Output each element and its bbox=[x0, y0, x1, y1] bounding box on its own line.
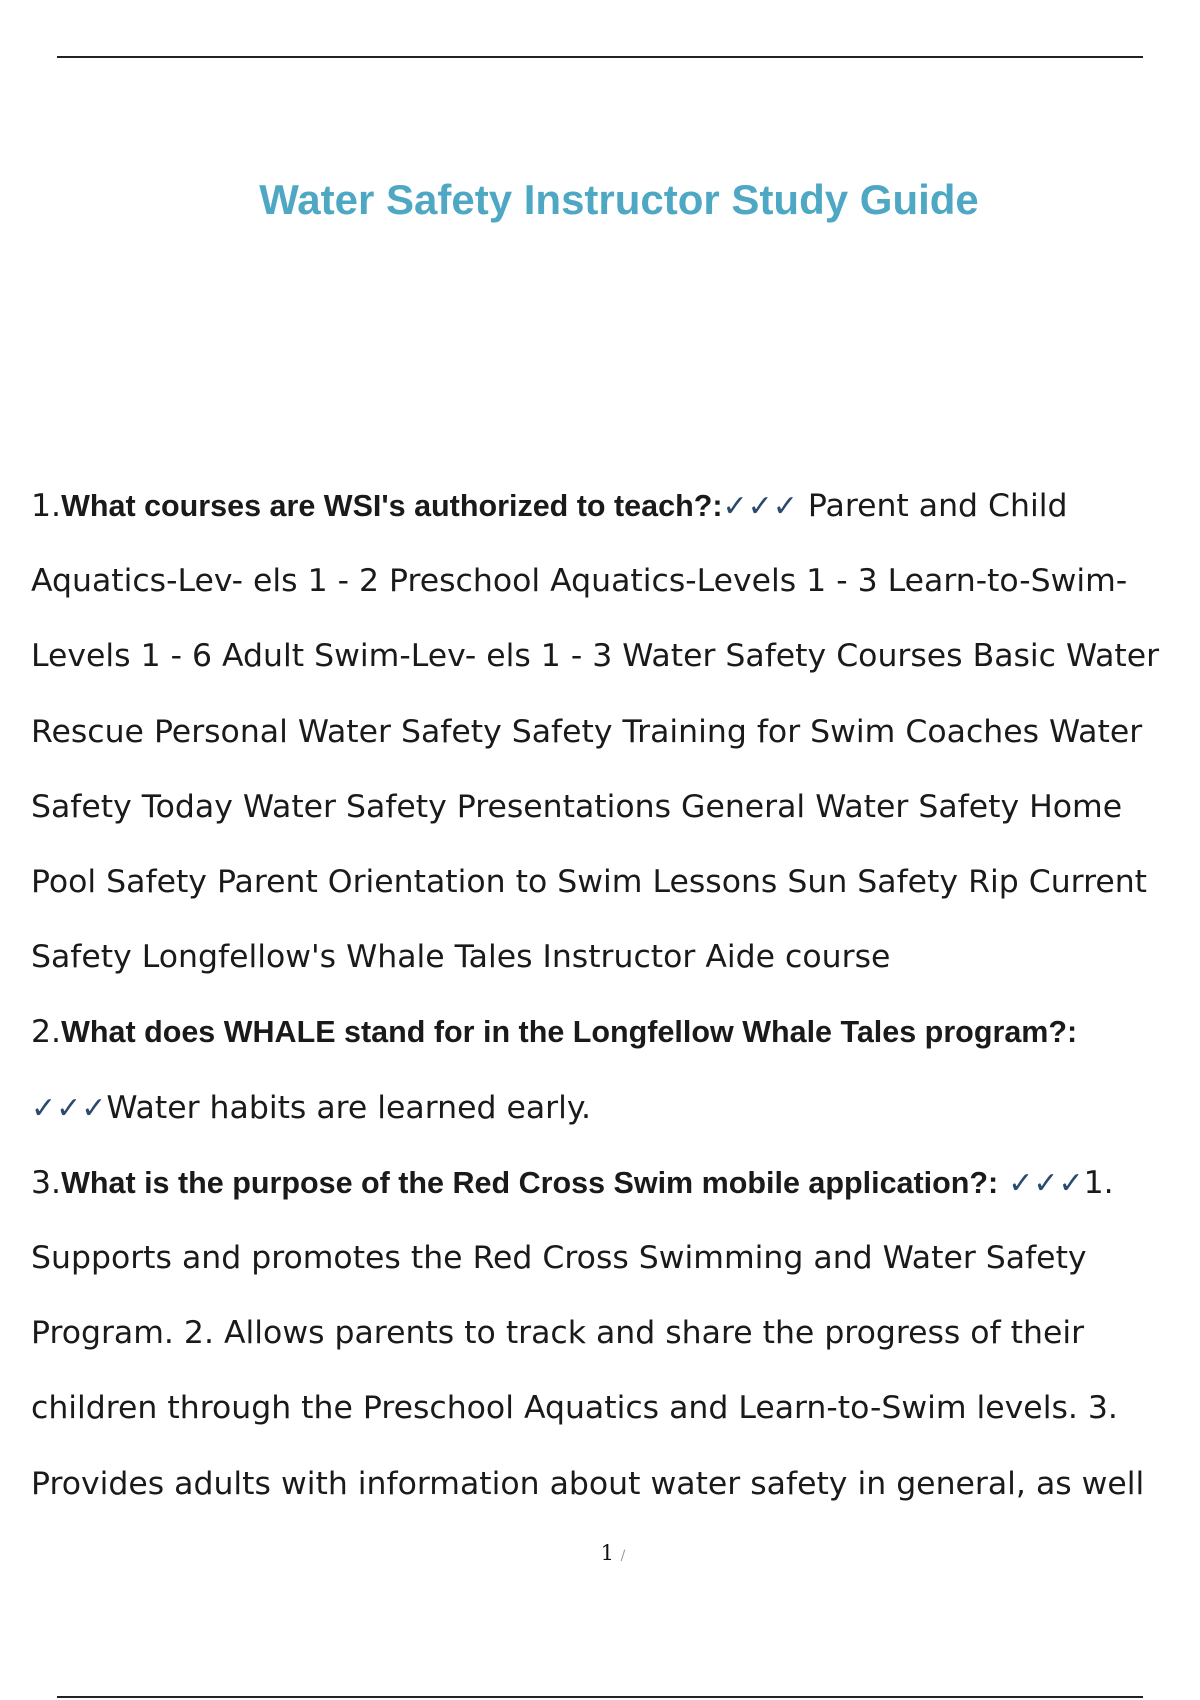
check-marks-icon: ✓✓✓ bbox=[1008, 1165, 1084, 1201]
document-title: Water Safety Instructor Study Guide bbox=[259, 176, 979, 223]
answer-text: 1. Supports and promotes the Red Cross Swimming and Water Safety Program. 2. Allows parents to track and share the progress of their children through the Preschool Aquatics and Learn-to-Swim levels. 3. Provides adults with information about water safety in general, as well bbox=[31, 1164, 1145, 1502]
answer-text: Parent and Child Aquatics-Lev- els 1 - 2 Preschool Aquatics-Levels 1 - 3 Learn-to-Swim-Levels 1 - 6 Adult Swim-Lev- els 1 - 3 Water Safety Courses Basic Water Rescue Personal Water Safety Safety Training for Swim Coaches Water Safety Today Water Safety Presentations General Water Safety Home Pool Safety Parent Orientation to Swim Lessons Sun Safety Rip Current Safety Longfellow's Whale Tales Instructor Aide course bbox=[31, 488, 1160, 976]
check-marks-icon: ✓✓✓ bbox=[31, 1090, 107, 1126]
top-rule bbox=[57, 56, 1143, 58]
question-number: 2. bbox=[31, 1014, 62, 1051]
page-number-value: 1 bbox=[600, 1541, 614, 1565]
question-text: What does WHALE stand for in the Longfellow Whale Tales program?: bbox=[61, 1015, 1078, 1050]
question-number: 3. bbox=[31, 1164, 62, 1201]
question-number: 1. bbox=[31, 488, 62, 524]
qa-item-3 bbox=[31, 1146, 1191, 1522]
qa-item-1 bbox=[31, 469, 1191, 995]
page-number-suffix: / bbox=[620, 1548, 626, 1564]
study-guide-content bbox=[31, 469, 1191, 1522]
question-text: What courses are WSI's authorized to teach?: bbox=[61, 489, 723, 523]
qa-item-2 bbox=[31, 995, 1191, 1145]
check-marks-icon: ✓✓✓ bbox=[722, 489, 798, 524]
question-text: What is the purpose of the Red Cross Swim mobile application?: bbox=[61, 1165, 999, 1200]
bottom-rule bbox=[57, 1696, 1143, 1698]
page-number bbox=[0, 1541, 1200, 1565]
answer-text: Water habits are learned early. bbox=[106, 1089, 592, 1126]
